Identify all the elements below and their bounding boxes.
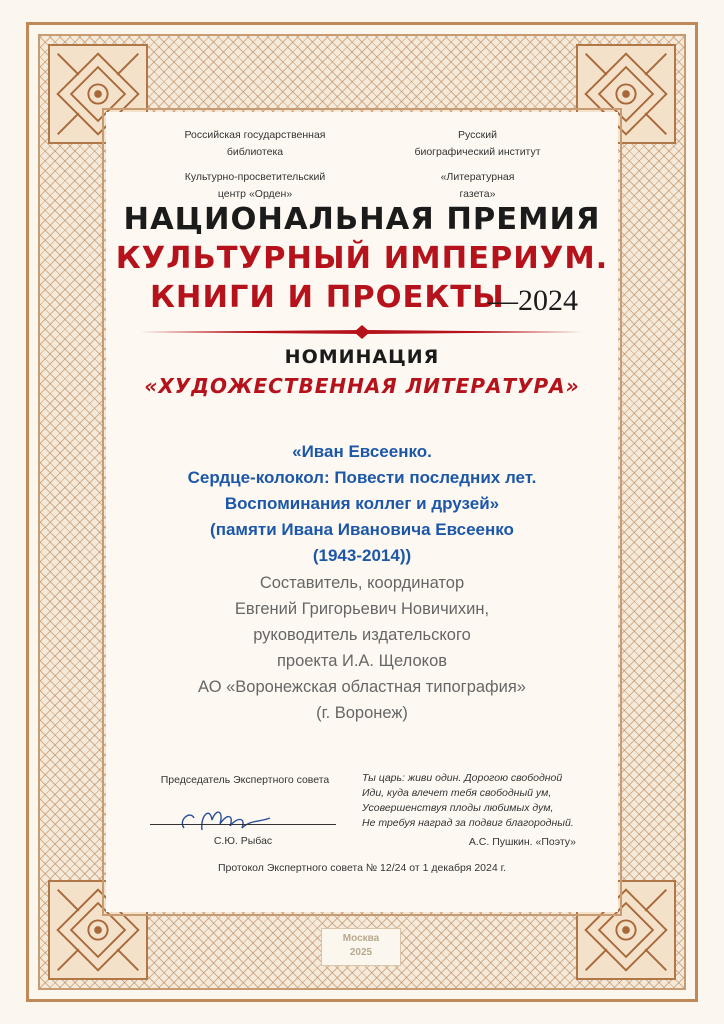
- work-title-line: (памяти Ивана Ивановича Евсеенко: [210, 520, 514, 539]
- compiler-line: руководитель издательского: [253, 626, 471, 644]
- poem-author: А.С. Пушкин. «Поэту»: [468, 836, 576, 848]
- poem-line: Не требуя наград за подвиг благородный.: [362, 817, 574, 829]
- signature-scribble: [176, 798, 276, 838]
- signer-name: С.Ю. Рыбас: [213, 835, 273, 847]
- poem-line: Ты царь: живи один. Дорогою свободной: [362, 772, 563, 784]
- poem-line: Усовершенствуя плоды любимых дум,: [362, 802, 554, 814]
- stamp-year: 2025: [349, 947, 373, 958]
- chair-title: Председатель Экспертного совета: [160, 774, 330, 786]
- award-title-line1: НАЦИОНАЛЬНАЯ ПРЕМИЯ: [123, 202, 601, 237]
- award-title-line2: КУЛЬТУРНЫЙ ИМПЕРИУМ.: [115, 241, 609, 276]
- nomination-name: «ХУДОЖЕСТВЕННАЯ ЛИТЕРАТУРА»: [144, 374, 580, 398]
- protocol-text: Протокол Экспертного совета № 12/24 от 1 декабря 2024 г.: [217, 862, 507, 874]
- compiler-line: Составитель, координатор: [259, 574, 465, 592]
- title-divider-icon: [140, 324, 584, 340]
- compiler-line: АО «Воронежская областная типография»: [198, 678, 526, 696]
- work-title-line: Сердце-колокол: Повести последних лет.: [187, 468, 537, 487]
- compiler-line: (г. Воронеж): [316, 704, 408, 722]
- city-year-stamp: [321, 928, 401, 966]
- nomination-label: НОМИНАЦИЯ: [284, 346, 440, 368]
- org-bottom-right: «Литературная газета»: [440, 171, 515, 200]
- org-top-right: Русский биографический институт: [414, 129, 541, 158]
- stamp-city: Москва: [342, 933, 380, 944]
- poem-line: Иди, куда влечет тебя свободный ум,: [362, 787, 552, 799]
- work-title-line: Воспоминания коллег и друзей»: [224, 494, 500, 513]
- signature-line: [150, 824, 336, 825]
- org-top-left: Российская государственная библиотека: [184, 129, 326, 158]
- work-title-line: (1943-2014)): [312, 546, 412, 565]
- compiler-line: проекта И.А. Щелоков: [276, 652, 448, 670]
- work-title-line: «Иван Евсеенко.: [292, 442, 432, 461]
- org-bottom-left: Культурно-просветительский центр «Орден»: [184, 171, 326, 200]
- award-title-line3: КНИГИ И ПРОЕКТЫ: [150, 280, 505, 315]
- award-year: —2024: [488, 284, 578, 317]
- compiler-line: Евгений Григорьевич Новичихин,: [234, 600, 490, 618]
